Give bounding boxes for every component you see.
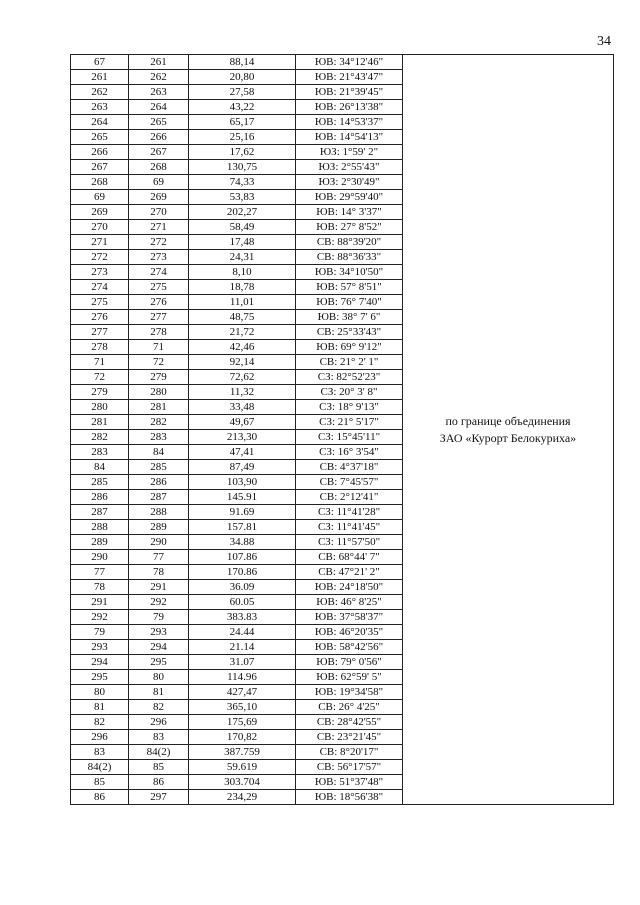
length-cell: 157.81 [189,520,296,535]
to-point-cell: 277 [129,310,189,325]
from-point-cell: 283 [71,445,129,460]
boundary-table [70,54,614,805]
bearing-cell: СЗ: 16° 3'54" [296,445,403,460]
to-point-cell: 281 [129,400,189,415]
to-point-cell: 287 [129,490,189,505]
length-cell: 42,46 [189,340,296,355]
page-number: 34 [597,34,611,49]
length-cell: 103,90 [189,475,296,490]
length-cell: 49,67 [189,415,296,430]
from-point-cell: 85 [71,775,129,790]
bearing-cell: ЮВ: 51°37'48" [296,775,403,790]
from-point-cell: 293 [71,640,129,655]
bearing-cell: СВ: 8°20'17" [296,745,403,760]
bearing-cell: СВ: 4°37'18" [296,460,403,475]
bearing-cell: СВ: 28°42'55" [296,715,403,730]
from-point-cell: 269 [71,205,129,220]
length-cell: 303.704 [189,775,296,790]
to-point-cell: 292 [129,595,189,610]
bearing-cell: ЮВ: 21°39'45" [296,85,403,100]
length-cell: 20,80 [189,70,296,85]
to-point-cell: 78 [129,565,189,580]
length-cell: 387.759 [189,745,296,760]
to-point-cell: 271 [129,220,189,235]
bearing-cell: СВ: 47°21' 2" [296,565,403,580]
length-cell: 88,14 [189,55,296,70]
length-cell: 53,83 [189,190,296,205]
bearing-cell: ЮВ: 79° 0'56" [296,655,403,670]
bearing-cell: ЮВ: 37°58'37" [296,610,403,625]
from-point-cell: 276 [71,310,129,325]
to-point-cell: 269 [129,190,189,205]
from-point-cell: 277 [71,325,129,340]
length-cell: 170,82 [189,730,296,745]
length-cell: 427,47 [189,685,296,700]
length-cell: 92,14 [189,355,296,370]
length-cell: 130,75 [189,160,296,175]
length-cell: 107.86 [189,550,296,565]
to-point-cell: 283 [129,430,189,445]
length-cell: 383.83 [189,610,296,625]
length-cell: 18,78 [189,280,296,295]
to-point-cell: 276 [129,295,189,310]
to-point-cell: 272 [129,235,189,250]
length-cell: 11,01 [189,295,296,310]
to-point-cell: 71 [129,340,189,355]
to-point-cell: 273 [129,250,189,265]
from-point-cell: 271 [71,235,129,250]
to-point-cell: 293 [129,625,189,640]
bearing-cell: ЮВ: 27° 8'52" [296,220,403,235]
to-point-cell: 291 [129,580,189,595]
length-cell: 213,30 [189,430,296,445]
bearing-cell: ЮЗ: 2°30'49" [296,175,403,190]
from-point-cell: 296 [71,730,129,745]
length-cell: 8,10 [189,265,296,280]
bearing-cell: ЮВ: 14° 3'37" [296,205,403,220]
bearing-cell: СЗ: 15°45'11" [296,430,403,445]
bearing-cell: ЮЗ: 2°55'43" [296,160,403,175]
from-point-cell: 261 [71,70,129,85]
bearing-cell: СЗ: 11°57'50" [296,535,403,550]
length-cell: 145.91 [189,490,296,505]
from-point-cell: 80 [71,685,129,700]
bearing-cell: ЮВ: 57° 8'51" [296,280,403,295]
length-cell: 24,31 [189,250,296,265]
length-cell: 25,16 [189,130,296,145]
from-point-cell: 267 [71,160,129,175]
to-point-cell: 262 [129,70,189,85]
bearing-cell: ЮВ: 14°54'13" [296,130,403,145]
to-point-cell: 296 [129,715,189,730]
boundary-table-body [71,55,614,805]
from-point-cell: 84 [71,460,129,475]
from-point-cell: 279 [71,385,129,400]
bearing-cell: ЮВ: 21°43'47" [296,70,403,85]
to-point-cell: 69 [129,175,189,190]
from-point-cell: 289 [71,535,129,550]
length-cell: 202,27 [189,205,296,220]
to-point-cell: 72 [129,355,189,370]
to-point-cell: 84 [129,445,189,460]
description-line: по границе объединения [445,413,571,428]
from-point-cell: 262 [71,85,129,100]
boundary-description [403,55,614,805]
to-point-cell: 290 [129,535,189,550]
from-point-cell: 291 [71,595,129,610]
length-cell: 36.09 [189,580,296,595]
bearing-cell: ЮВ: 76° 7'40" [296,295,403,310]
from-point-cell: 292 [71,610,129,625]
from-point-cell: 84(2) [71,760,129,775]
to-point-cell: 275 [129,280,189,295]
length-cell: 33,48 [189,400,296,415]
from-point-cell: 286 [71,490,129,505]
length-cell: 21,72 [189,325,296,340]
bearing-cell: ЮЗ: 1°59' 2" [296,145,403,160]
length-cell: 24.44 [189,625,296,640]
bearing-cell: ЮВ: 58°42'56" [296,640,403,655]
length-cell: 34.88 [189,535,296,550]
from-point-cell: 83 [71,745,129,760]
length-cell: 21.14 [189,640,296,655]
bearing-cell: ЮВ: 19°34'58" [296,685,403,700]
from-point-cell: 270 [71,220,129,235]
bearing-cell: ЮВ: 34°12'46" [296,55,403,70]
bearing-cell: ЮВ: 38° 7' 6" [296,310,403,325]
length-cell: 17,62 [189,145,296,160]
bearing-cell: СВ: 88°39'20" [296,235,403,250]
bearing-cell: ЮВ: 24°18'50" [296,580,403,595]
length-cell: 27,58 [189,85,296,100]
bearing-cell: ЮВ: 62°59' 5" [296,670,403,685]
from-point-cell: 272 [71,250,129,265]
length-cell: 91.69 [189,505,296,520]
from-point-cell: 278 [71,340,129,355]
to-point-cell: 263 [129,85,189,100]
from-point-cell: 266 [71,145,129,160]
bearing-cell: СВ: 26° 4'25" [296,700,403,715]
bearing-cell: СЗ: 11°41'45" [296,520,403,535]
from-point-cell: 79 [71,625,129,640]
length-cell: 72,62 [189,370,296,385]
to-point-cell: 265 [129,115,189,130]
from-point-cell: 275 [71,295,129,310]
length-cell: 65,17 [189,115,296,130]
bearing-cell: СВ: 88°36'33" [296,250,403,265]
length-cell: 365,10 [189,700,296,715]
to-point-cell: 268 [129,160,189,175]
length-cell: 11,32 [189,385,296,400]
from-point-cell: 288 [71,520,129,535]
length-cell: 43,22 [189,100,296,115]
to-point-cell: 279 [129,370,189,385]
from-point-cell: 282 [71,430,129,445]
bearing-cell: СВ: 56°17'57" [296,760,403,775]
from-point-cell: 273 [71,265,129,280]
from-point-cell: 290 [71,550,129,565]
bearing-cell: СЗ: 18° 9'13" [296,400,403,415]
bearing-cell: СВ: 21° 2' 1" [296,355,403,370]
from-point-cell: 69 [71,190,129,205]
from-point-cell: 274 [71,280,129,295]
to-point-cell: 280 [129,385,189,400]
bearing-cell: ЮВ: 34°10'50" [296,265,403,280]
to-point-cell: 285 [129,460,189,475]
to-point-cell: 274 [129,265,189,280]
bearing-cell: СВ: 2°12'41" [296,490,403,505]
from-point-cell: 265 [71,130,129,145]
length-cell: 47,41 [189,445,296,460]
from-point-cell: 280 [71,400,129,415]
to-point-cell: 266 [129,130,189,145]
to-point-cell: 85 [129,760,189,775]
bearing-cell: ЮВ: 14°53'37" [296,115,403,130]
to-point-cell: 278 [129,325,189,340]
bearing-cell: СВ: 68°44' 7" [296,550,403,565]
length-cell: 31.07 [189,655,296,670]
length-cell: 17,48 [189,235,296,250]
from-point-cell: 285 [71,475,129,490]
bearing-cell: ЮВ: 18°56'38" [296,790,403,805]
bearing-cell: ЮВ: 69° 9'12" [296,340,403,355]
to-point-cell: 77 [129,550,189,565]
to-point-cell: 286 [129,475,189,490]
bearing-cell: ЮВ: 46° 8'25" [296,595,403,610]
from-point-cell: 281 [71,415,129,430]
to-point-cell: 295 [129,655,189,670]
length-cell: 58,49 [189,220,296,235]
to-point-cell: 264 [129,100,189,115]
to-point-cell: 282 [129,415,189,430]
to-point-cell: 294 [129,640,189,655]
to-point-cell: 82 [129,700,189,715]
from-point-cell: 295 [71,670,129,685]
to-point-cell: 270 [129,205,189,220]
to-point-cell: 84(2) [129,745,189,760]
length-cell: 114.96 [189,670,296,685]
bearing-cell: ЮВ: 26°13'38" [296,100,403,115]
to-point-cell: 86 [129,775,189,790]
length-cell: 59.619 [189,760,296,775]
bearing-cell: СЗ: 20° 3' 8" [296,385,403,400]
to-point-cell: 267 [129,145,189,160]
from-point-cell: 67 [71,55,129,70]
from-point-cell: 86 [71,790,129,805]
to-point-cell: 261 [129,55,189,70]
bearing-cell: СВ: 23°21'45" [296,730,403,745]
from-point-cell: 81 [71,700,129,715]
bearing-cell: ЮВ: 29°59'40" [296,190,403,205]
bearing-cell: СЗ: 82°52'23" [296,370,403,385]
from-point-cell: 72 [71,370,129,385]
to-point-cell: 83 [129,730,189,745]
to-point-cell: 297 [129,790,189,805]
bearing-cell: СЗ: 11°41'28" [296,505,403,520]
from-point-cell: 287 [71,505,129,520]
table-row [71,55,614,70]
from-point-cell: 294 [71,655,129,670]
description-line: ЗАО «Курорт Белокуриха» [439,430,577,445]
to-point-cell: 79 [129,610,189,625]
from-point-cell: 71 [71,355,129,370]
from-point-cell: 268 [71,175,129,190]
bearing-cell: СЗ: 21° 5'17" [296,415,403,430]
length-cell: 48,75 [189,310,296,325]
length-cell: 60.05 [189,595,296,610]
from-point-cell: 77 [71,565,129,580]
length-cell: 234,29 [189,790,296,805]
length-cell: 170.86 [189,565,296,580]
bearing-cell: СВ: 25°33'43" [296,325,403,340]
length-cell: 87,49 [189,460,296,475]
to-point-cell: 288 [129,505,189,520]
to-point-cell: 289 [129,520,189,535]
bearing-cell: СВ: 7°45'57" [296,475,403,490]
from-point-cell: 264 [71,115,129,130]
length-cell: 74,33 [189,175,296,190]
from-point-cell: 78 [71,580,129,595]
bearing-cell: ЮВ: 46°20'35" [296,625,403,640]
to-point-cell: 80 [129,670,189,685]
to-point-cell: 81 [129,685,189,700]
from-point-cell: 82 [71,715,129,730]
from-point-cell: 263 [71,100,129,115]
length-cell: 175,69 [189,715,296,730]
